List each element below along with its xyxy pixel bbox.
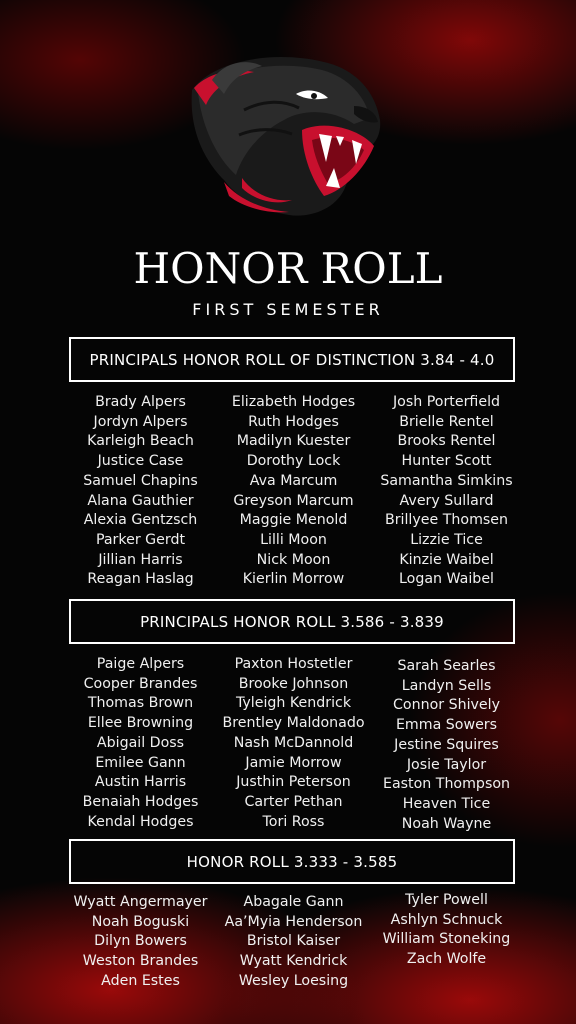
student-name: Kierlin Morrow bbox=[242, 571, 345, 588]
student-name: Wyatt Kendrick bbox=[239, 953, 348, 970]
student-name: Connor Shively bbox=[393, 697, 500, 714]
student-name: Elizabeth Hodges bbox=[231, 394, 356, 410]
student-name: Wyatt Angermayer bbox=[73, 894, 208, 910]
student-name: Tyler Powell bbox=[405, 892, 488, 908]
student-name: Josh Porterfield bbox=[392, 394, 501, 410]
section-heading-principals: PRINCIPALS HONOR ROLL 3.586 - 3.839 bbox=[69, 599, 515, 644]
name-column bbox=[64, 891, 217, 992]
student-name: Brillyee Thomsen bbox=[384, 512, 509, 529]
student-name: Logan Waibel bbox=[399, 571, 494, 588]
name-column bbox=[370, 655, 523, 834]
student-name: Noah Wayne bbox=[401, 815, 492, 832]
student-name: Brady Alpers bbox=[95, 394, 186, 410]
student-name: Paxton Hostetler bbox=[234, 656, 353, 672]
student-name: Tyleigh Kendrick bbox=[235, 695, 352, 712]
student-name: Alana Gauthier bbox=[87, 492, 194, 509]
section-names-principals bbox=[64, 655, 524, 834]
student-name: Weston Brandes bbox=[82, 953, 199, 970]
student-name: Noah Boguski bbox=[91, 913, 190, 930]
student-name: Dorothy Lock bbox=[246, 453, 341, 470]
student-name: Hunter Scott bbox=[401, 453, 492, 470]
student-name: Karleigh Beach bbox=[87, 433, 194, 450]
student-name: Thomas Brown bbox=[87, 695, 194, 712]
section-heading-honor-roll: HONOR ROLL 3.333 - 3.585 bbox=[69, 839, 515, 884]
section-heading-distinction: PRINCIPALS HONOR ROLL OF DISTINCTION 3.84 - 4.0 bbox=[69, 337, 515, 382]
student-name: Samantha Simkins bbox=[380, 472, 513, 489]
student-name: Cooper Brandes bbox=[83, 675, 198, 692]
student-name: Kendal Hodges bbox=[87, 813, 194, 830]
student-name: Paige Alpers bbox=[96, 656, 185, 672]
student-name: Avery Sullard bbox=[399, 492, 494, 509]
student-name: Aden Estes bbox=[101, 972, 180, 989]
student-name: Kinzie Waibel bbox=[399, 551, 494, 568]
student-name: Lizzie Tice bbox=[410, 531, 483, 548]
student-name: Benaiah Hodges bbox=[82, 793, 199, 810]
student-name: Samuel Chapins bbox=[83, 472, 198, 489]
student-name: Alexia Gentzsch bbox=[83, 512, 198, 529]
student-name: Jestine Squires bbox=[394, 736, 499, 753]
panther-head-icon bbox=[184, 50, 384, 220]
student-name: William Stoneking bbox=[382, 931, 511, 948]
student-name: Ruth Hodges bbox=[248, 413, 339, 430]
student-name: Easton Thompson bbox=[382, 776, 511, 793]
student-name: Greyson Marcum bbox=[233, 492, 354, 509]
section-names-honor-roll bbox=[64, 891, 524, 992]
student-name: Austin Harris bbox=[94, 774, 187, 791]
student-name: Heaven Tice bbox=[402, 795, 491, 812]
student-name: Abigail Doss bbox=[96, 734, 185, 751]
name-column bbox=[64, 393, 217, 590]
name-column bbox=[370, 891, 523, 992]
student-name: Jordyn Alpers bbox=[93, 413, 188, 430]
student-name: Parker Gerdt bbox=[95, 531, 186, 548]
student-name: Jillian Harris bbox=[98, 551, 183, 568]
student-name: Aa’Myia Henderson bbox=[224, 913, 363, 930]
student-name: Wesley Loesing bbox=[238, 972, 349, 989]
student-name: Madilyn Kuester bbox=[236, 433, 351, 450]
student-name: Carter Pethan bbox=[244, 793, 343, 810]
student-name: Nick Moon bbox=[256, 551, 331, 568]
student-name: Abagale Gann bbox=[243, 894, 344, 910]
student-name: Josie Taylor bbox=[406, 756, 487, 773]
student-name: Sarah Searles bbox=[397, 658, 496, 674]
student-name: Bristol Kaiser bbox=[246, 933, 341, 950]
student-name: Justhin Peterson bbox=[236, 774, 351, 791]
student-name: Tori Ross bbox=[262, 813, 325, 830]
student-name: Brooks Rentel bbox=[397, 433, 496, 450]
student-name: Emma Sowers bbox=[395, 717, 498, 734]
name-column bbox=[217, 393, 370, 590]
student-name: Jamie Morrow bbox=[245, 754, 342, 771]
student-name: Brentley Maldonado bbox=[222, 715, 365, 732]
student-name: Lilli Moon bbox=[260, 531, 327, 548]
student-name: Ellee Browning bbox=[87, 715, 194, 732]
student-name: Zach Wolfe bbox=[406, 951, 487, 968]
student-name: Ashlyn Schnuck bbox=[390, 911, 503, 928]
student-name: Nash McDannold bbox=[233, 734, 354, 751]
name-column bbox=[64, 655, 217, 834]
student-name: Emilee Gann bbox=[95, 754, 186, 771]
student-name: Reagan Haslag bbox=[87, 571, 194, 588]
page-title: HONOR ROLL bbox=[133, 244, 443, 293]
student-name: Ava Marcum bbox=[249, 472, 338, 489]
section-names-distinction bbox=[64, 393, 524, 590]
name-column bbox=[217, 891, 370, 992]
name-column bbox=[217, 655, 370, 834]
student-name: Brielle Rentel bbox=[399, 413, 494, 430]
student-name: Justice Case bbox=[97, 453, 184, 470]
student-name: Brooke Johnson bbox=[238, 675, 349, 692]
student-name: Dilyn Bowers bbox=[94, 933, 187, 950]
student-name: Maggie Menold bbox=[239, 512, 348, 529]
name-column bbox=[370, 393, 523, 590]
page-subtitle: FIRST SEMESTER bbox=[192, 300, 384, 319]
student-name: Landyn Sells bbox=[401, 677, 492, 694]
